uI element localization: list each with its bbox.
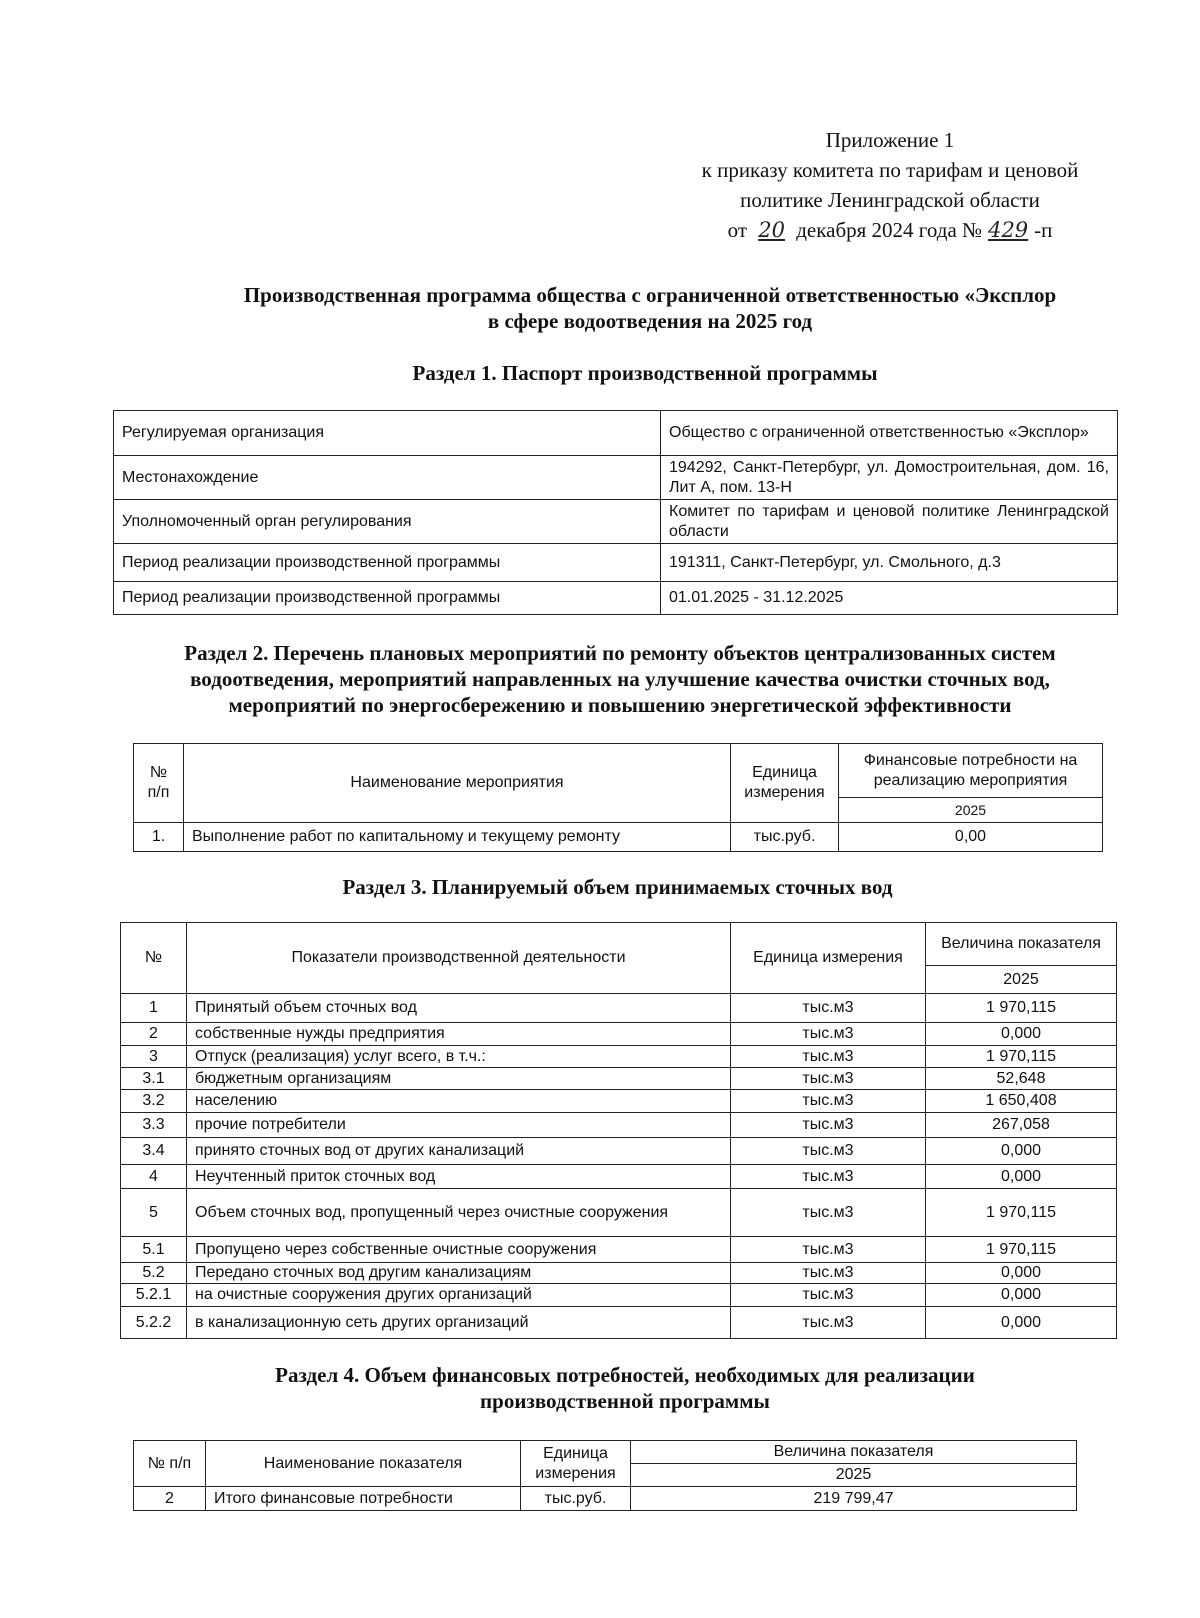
cell-name: бюджетным организациям [187, 1068, 731, 1090]
cell-unit: тыс.м3 [731, 1237, 926, 1263]
table-row [114, 582, 1118, 615]
handwritten-day: 20 [758, 218, 785, 242]
cell-num: 5.2.1 [121, 1284, 187, 1307]
financial-needs-table [133, 1440, 1077, 1511]
cell-num: 5.2 [121, 1263, 187, 1284]
appendix-line: к приказу комитета по тарифам и ценовой [701, 158, 1079, 182]
table-row [121, 1113, 1117, 1138]
cell-name: Объем сточных вод, пропущенный через очистные сооружения [187, 1189, 731, 1237]
handwritten-number: 429 [988, 218, 1029, 242]
cell-value: 219 799,47 [631, 1487, 1077, 1511]
table-row [121, 1023, 1117, 1046]
cell-num: 1 [121, 994, 187, 1023]
cell-num: 3.1 [121, 1068, 187, 1090]
col-fin-header: Финансовые потребности на реализацию мероприятия [839, 744, 1103, 798]
cell-unit: тыс.м3 [731, 1113, 926, 1138]
cell-name: прочие потребители [187, 1113, 731, 1138]
cell-name: Пропущено через собственные очистные сооружения [187, 1237, 731, 1263]
table-row [121, 1284, 1117, 1307]
cell-name: Итого финансовые потребности [206, 1487, 521, 1511]
cell-value: 0,000 [926, 1138, 1117, 1165]
col-unit-header: Единица измерения [521, 1441, 631, 1487]
cell-value: 0,000 [926, 1165, 1117, 1189]
row-value: 194292, Санкт-Петербург, ул. Домостроительная, дом. 16, Лит А, пом. 13-Н [661, 456, 1118, 500]
row-label: Местонахождение [114, 456, 661, 500]
cell-unit: тыс.м3 [731, 1023, 926, 1046]
col-num-header: № [121, 923, 187, 994]
heading-line: производственной программы [480, 1389, 770, 1413]
cell-num: 2 [134, 1487, 206, 1511]
table-row [121, 1090, 1117, 1113]
table-row [121, 1138, 1117, 1165]
col-num-header: № п/п [134, 1441, 206, 1487]
row-label: Период реализации производственной программы [114, 544, 661, 582]
cell-name: принято сточных вод от других канализаций [187, 1138, 731, 1165]
date-text: декабря 2024 года № [796, 218, 983, 242]
section4-heading [80, 1362, 1170, 1414]
cell-unit: тыс.м3 [731, 1165, 926, 1189]
cell-value: 0,000 [926, 1284, 1117, 1307]
heading-line: Раздел 4. Объем финансовых потребностей, необходимых для реализации [275, 1363, 975, 1387]
appendix-line: политике Ленинградской области [740, 188, 1040, 212]
col-num-header: № п/п [134, 744, 184, 823]
cell-name: в канализационную сеть других организаций [187, 1307, 731, 1339]
row-label: Уполномоченный орган регулирования [114, 500, 661, 544]
measures-table [133, 743, 1103, 852]
title-line: в сфере водоотведения на 2025 год [487, 309, 813, 333]
cell-unit: тыс.м3 [731, 1138, 926, 1165]
cell-value: 0,000 [926, 1263, 1117, 1284]
table-row [121, 1263, 1117, 1284]
cell-value: 0,00 [839, 823, 1103, 852]
row-label: Период реализации производственной программы [114, 582, 661, 615]
cell-name: населению [187, 1090, 731, 1113]
date-prefix: от [727, 218, 747, 242]
col-value-header: Величина показателя [631, 1441, 1077, 1464]
section3-heading: Раздел 3. Планируемый объем принимаемых сточных вод [342, 875, 893, 899]
cell-name: Передано сточных вод другим канализациям [187, 1263, 731, 1284]
row-value: Общество с ограниченной ответственностью «Эксплор» [661, 411, 1118, 456]
cell-unit: тыс.руб. [731, 823, 839, 852]
cell-num: 5 [121, 1189, 187, 1237]
title-line: Производственная программа общества с ограниченной ответственностью «Эксплор [243, 283, 1057, 307]
cell-num: 1. [134, 823, 184, 852]
table-row [134, 1487, 1077, 1511]
cell-value: 1 970,115 [926, 1189, 1117, 1237]
cell-unit: тыс.м3 [731, 1046, 926, 1068]
cell-num: 5.2.2 [121, 1307, 187, 1339]
cell-value: 1 970,115 [926, 994, 1117, 1023]
cell-name: Выполнение работ по капитальному и текущему ремонту [184, 823, 731, 852]
cell-value: 267,058 [926, 1113, 1117, 1138]
table-row [134, 823, 1103, 852]
heading-line: мероприятий по энергосбережению и повышению энергетической эффективности [228, 693, 1012, 717]
col-year-header: 2025 [926, 966, 1117, 994]
col-name-header: Показатели производственной деятельности [187, 923, 731, 994]
cell-num: 3 [121, 1046, 187, 1068]
table-row [114, 411, 1118, 456]
section1-heading: Раздел 1. Паспорт производственной программы [412, 361, 878, 385]
col-year-header: 2025 [631, 1464, 1077, 1487]
table-row [121, 1307, 1117, 1339]
appendix-title: Приложение 1 [825, 128, 955, 152]
cell-unit: тыс.м3 [731, 1090, 926, 1113]
cell-unit: тыс.м3 [731, 1068, 926, 1090]
row-value: Комитет по тарифам и ценовой политике Ленинградской области [661, 500, 1118, 544]
cell-name: Принятый объем сточных вод [187, 994, 731, 1023]
cell-unit: тыс.м3 [731, 1263, 926, 1284]
cell-value: 1 650,408 [926, 1090, 1117, 1113]
table-row [121, 1237, 1117, 1263]
col-value-header: Величина показателя [926, 923, 1117, 966]
cell-value: 1 970,115 [926, 1237, 1117, 1263]
heading-line: водоотведения, мероприятий направленных на улучшение качества очистки сточных вод, [190, 667, 1050, 691]
table-row [121, 1046, 1117, 1068]
table-row [121, 994, 1117, 1023]
cell-unit: тыс.руб. [521, 1487, 631, 1511]
cell-num: 2 [121, 1023, 187, 1046]
row-value: 01.01.2025 - 31.12.2025 [661, 582, 1118, 615]
cell-unit: тыс.м3 [731, 1189, 926, 1237]
section2-heading [80, 640, 1160, 718]
cell-value: 1 970,115 [926, 1046, 1117, 1068]
col-name-header: Наименование мероприятия [184, 744, 731, 823]
wastewater-volume-table [120, 922, 1117, 1339]
col-name-header: Наименование показателя [206, 1441, 521, 1487]
table-row [121, 1165, 1117, 1189]
table-row [121, 1068, 1117, 1090]
heading-line: Раздел 2. Перечень плановых мероприятий по ремонту объектов централизованных систем [184, 641, 1056, 665]
col-unit-header: Единица измерения [731, 744, 839, 823]
appendix-date-line [640, 215, 1140, 245]
cell-num: 3.4 [121, 1138, 187, 1165]
cell-num: 5.1 [121, 1237, 187, 1263]
cell-name: Отпуск (реализация) услуг всего, в т.ч.: [187, 1046, 731, 1068]
table-row [114, 456, 1118, 500]
cell-name: Неучтенный приток сточных вод [187, 1165, 731, 1189]
document-title [160, 282, 1140, 334]
row-label: Регулируемая организация [114, 411, 661, 456]
cell-name: на очистные сооружения других организаций [187, 1284, 731, 1307]
cell-value: 52,648 [926, 1068, 1117, 1090]
number-suffix: -п [1034, 218, 1053, 242]
table-row [114, 544, 1118, 582]
cell-num: 4 [121, 1165, 187, 1189]
appendix-header [640, 125, 1140, 245]
cell-num: 3.2 [121, 1090, 187, 1113]
cell-value: 0,000 [926, 1023, 1117, 1046]
table-row [114, 500, 1118, 544]
cell-name: собственные нужды предприятия [187, 1023, 731, 1046]
col-year-header: 2025 [839, 798, 1103, 823]
row-value: 191311, Санкт-Петербург, ул. Смольного, д.3 [661, 544, 1118, 582]
cell-unit: тыс.м3 [731, 1284, 926, 1307]
cell-value: 0,000 [926, 1307, 1117, 1339]
cell-unit: тыс.м3 [731, 1307, 926, 1339]
table-row [121, 1189, 1117, 1237]
col-unit-header: Единица измерения [731, 923, 926, 994]
cell-num: 3.3 [121, 1113, 187, 1138]
passport-table [113, 410, 1118, 615]
cell-unit: тыс.м3 [731, 994, 926, 1023]
